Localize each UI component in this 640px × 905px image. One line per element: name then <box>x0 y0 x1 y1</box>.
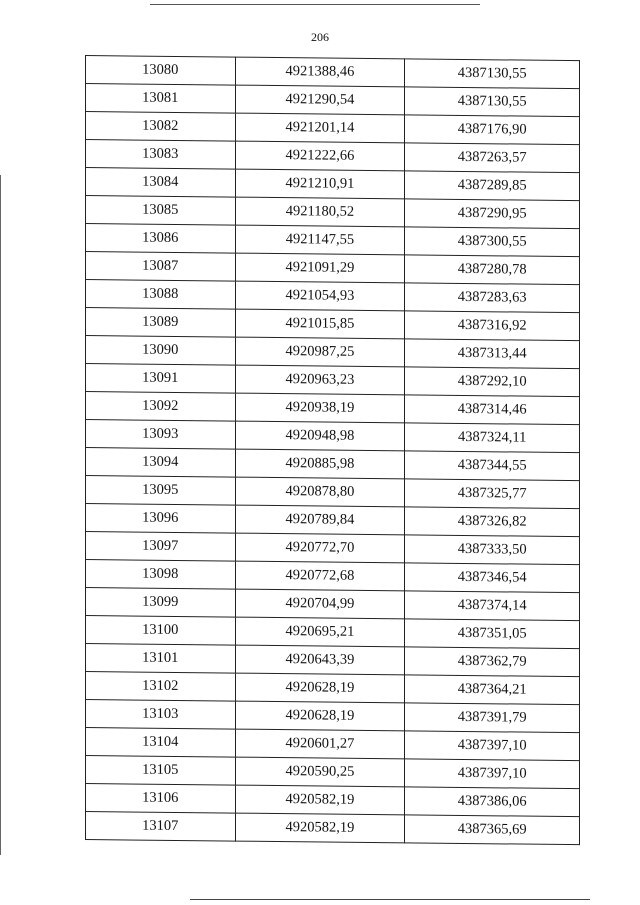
point-id-cell: 13084 <box>86 168 236 198</box>
x-coordinate-cell: 4921201,14 <box>235 113 405 143</box>
x-coordinate-cell: 4921054,93 <box>235 281 405 311</box>
point-id-cell: 13080 <box>86 56 236 86</box>
point-id-cell: 13086 <box>86 224 236 254</box>
point-id-cell: 13085 <box>86 196 236 226</box>
coordinates-table-body <box>86 56 580 845</box>
x-coordinate-cell: 4920582,19 <box>235 813 405 843</box>
y-coordinate-cell: 4387324,11 <box>405 423 580 453</box>
x-coordinate-cell: 4921210,91 <box>235 169 405 199</box>
y-coordinate-cell: 4387386,06 <box>405 787 580 817</box>
x-coordinate-cell: 4921180,52 <box>235 197 405 227</box>
y-coordinate-cell: 4387346,54 <box>405 563 580 593</box>
x-coordinate-cell: 4920582,19 <box>235 785 405 815</box>
y-coordinate-cell: 4387130,55 <box>405 87 580 117</box>
x-coordinate-cell: 4921388,46 <box>235 57 405 87</box>
y-coordinate-cell: 4387333,50 <box>405 535 580 565</box>
y-coordinate-cell: 4387364,21 <box>405 675 580 705</box>
y-coordinate-cell: 4387300,55 <box>405 227 580 257</box>
y-coordinate-cell: 4387326,82 <box>405 507 580 537</box>
point-id-cell: 13092 <box>86 392 236 422</box>
x-coordinate-cell: 4920948,98 <box>235 421 405 451</box>
point-id-cell: 13090 <box>86 336 236 366</box>
y-coordinate-cell: 4387289,85 <box>405 171 580 201</box>
x-coordinate-cell: 4920963,23 <box>235 365 405 395</box>
x-coordinate-cell: 4920601,27 <box>235 729 405 759</box>
point-id-cell: 13082 <box>86 112 236 142</box>
table-row <box>86 812 580 845</box>
y-coordinate-cell: 4387283,63 <box>405 283 580 313</box>
x-coordinate-cell: 4921091,29 <box>235 253 405 283</box>
y-coordinate-cell: 4387374,14 <box>405 591 580 621</box>
x-coordinate-cell: 4921015,85 <box>235 309 405 339</box>
point-id-cell: 13099 <box>86 588 236 618</box>
y-coordinate-cell: 4387397,10 <box>405 759 580 789</box>
x-coordinate-cell: 4921147,55 <box>235 225 405 255</box>
bottom-scan-rule <box>190 899 590 900</box>
y-coordinate-cell: 4387351,05 <box>405 619 580 649</box>
x-coordinate-cell: 4920628,19 <box>235 701 405 731</box>
y-coordinate-cell: 4387176,90 <box>405 115 580 145</box>
coordinates-table <box>85 55 580 845</box>
x-coordinate-cell: 4920938,19 <box>235 393 405 423</box>
y-coordinate-cell: 4387316,92 <box>405 311 580 341</box>
top-scan-rule <box>150 4 480 5</box>
x-coordinate-cell: 4920695,21 <box>235 617 405 647</box>
point-id-cell: 13087 <box>86 252 236 282</box>
y-coordinate-cell: 4387397,10 <box>405 731 580 761</box>
left-scan-edge <box>0 175 1 855</box>
point-id-cell: 13081 <box>86 84 236 114</box>
point-id-cell: 13105 <box>86 756 236 786</box>
point-id-cell: 13097 <box>86 532 236 562</box>
point-id-cell: 13101 <box>86 644 236 674</box>
x-coordinate-cell: 4920643,39 <box>235 645 405 675</box>
point-id-cell: 13089 <box>86 308 236 338</box>
y-coordinate-cell: 4387313,44 <box>405 339 580 369</box>
x-coordinate-cell: 4920789,84 <box>235 505 405 535</box>
x-coordinate-cell: 4921222,66 <box>235 141 405 171</box>
point-id-cell: 13103 <box>86 700 236 730</box>
y-coordinate-cell: 4387344,55 <box>405 451 580 481</box>
point-id-cell: 13102 <box>86 672 236 702</box>
x-coordinate-cell: 4920590,25 <box>235 757 405 787</box>
x-coordinate-cell: 4920772,68 <box>235 561 405 591</box>
point-id-cell: 13083 <box>86 140 236 170</box>
x-coordinate-cell: 4920878,80 <box>235 477 405 507</box>
y-coordinate-cell: 4387263,57 <box>405 143 580 173</box>
point-id-cell: 13106 <box>86 784 236 814</box>
point-id-cell: 13100 <box>86 616 236 646</box>
x-coordinate-cell: 4920704,99 <box>235 589 405 619</box>
x-coordinate-cell: 4920987,25 <box>235 337 405 367</box>
point-id-cell: 13088 <box>86 280 236 310</box>
y-coordinate-cell: 4387130,55 <box>405 59 580 89</box>
coordinates-table-wrapper <box>85 55 580 845</box>
page-number: 206 <box>311 30 329 44</box>
x-coordinate-cell: 4920772,70 <box>235 533 405 563</box>
x-coordinate-cell: 4920885,98 <box>235 449 405 479</box>
x-coordinate-cell: 4921290,54 <box>235 85 405 115</box>
point-id-cell: 13091 <box>86 364 236 394</box>
y-coordinate-cell: 4387325,77 <box>405 479 580 509</box>
y-coordinate-cell: 4387362,79 <box>405 647 580 677</box>
point-id-cell: 13096 <box>86 504 236 534</box>
y-coordinate-cell: 4387391,79 <box>405 703 580 733</box>
y-coordinate-cell: 4387290,95 <box>405 199 580 229</box>
y-coordinate-cell: 4387280,78 <box>405 255 580 285</box>
point-id-cell: 13094 <box>86 448 236 478</box>
point-id-cell: 13098 <box>86 560 236 590</box>
y-coordinate-cell: 4387314,46 <box>405 395 580 425</box>
point-id-cell: 13107 <box>86 812 236 842</box>
point-id-cell: 13093 <box>86 420 236 450</box>
point-id-cell: 13104 <box>86 728 236 758</box>
y-coordinate-cell: 4387292,10 <box>405 367 580 397</box>
x-coordinate-cell: 4920628,19 <box>235 673 405 703</box>
y-coordinate-cell: 4387365,69 <box>405 815 580 845</box>
point-id-cell: 13095 <box>86 476 236 506</box>
